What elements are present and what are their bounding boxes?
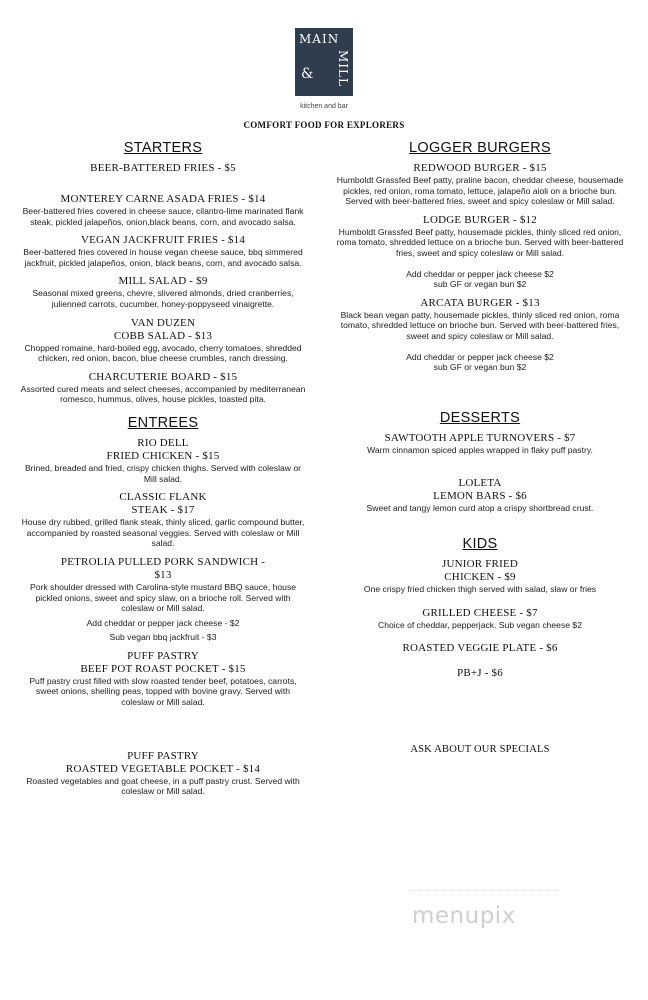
menu-item	[330, 162, 630, 207]
right-column	[330, 140, 630, 763]
menu-item	[20, 234, 306, 268]
menu-headline: COMFORT FOOD FOR EXPLORERS	[243, 120, 405, 130]
item-name: VEGAN JACKFRUIT FRIES - $14	[80, 234, 246, 247]
item-name: CHARCUTERIE BOARD - $15	[88, 370, 238, 383]
item-name-line2: CHICKEN - $9	[444, 570, 516, 583]
item-description: Choice of cheddar, pepperjack. Sub vegan cheese $2	[377, 619, 582, 630]
menu-item	[330, 297, 630, 373]
item-description: House dry rubbed, grilled flank steak, thinly sliced, garlic compound butter, accompanied by roasted seasonal veggies. Served with coleslaw or Mill salad.	[21, 517, 305, 549]
item-name: LOLETA	[458, 477, 502, 490]
item-description: Roasted vegetables and goat cheese, in a puff pastry crust. Served with coleslaw or Mill salad.	[26, 775, 300, 797]
item-name: ARCATA BURGER - $13	[420, 296, 540, 309]
menu-item	[330, 642, 630, 655]
watermark-divider	[410, 890, 560, 892]
menu-item	[330, 432, 630, 456]
menu-item	[20, 371, 306, 405]
logo-tagline: kitchen and bar	[300, 103, 348, 110]
specials-note	[330, 743, 630, 756]
item-description: Puff pastry crust filled with slow roasted tender beef, potatoes, carrots, sweet onions, shelling peas, topped with bovine gravy. Served with coleslaw or Mill salad.	[29, 675, 297, 708]
item-name: LODGE BURGER - $12	[423, 213, 537, 226]
specials-text: ASK ABOUT OUR SPECIALS	[410, 744, 550, 756]
item-addon: Sub vegan bbq jackfruit - $3	[109, 632, 217, 643]
item-name: SAWTOOTH APPLE TURNOVERS - $7	[384, 431, 576, 444]
menu-item	[20, 162, 306, 175]
section-title-kids: KIDS	[462, 535, 498, 552]
item-name: PUFF PASTRY	[127, 649, 199, 662]
item-description: Brined, breaded and fried, crispy chicken thighs. Served with coleslaw or Mill salad.	[24, 462, 302, 484]
item-name: MILL SALAD - $9	[118, 275, 208, 288]
item-description: Beer-battered fries covered in house vegan cheese sauce, bbq simmered jackfruit, pickled jalapeños, onion, black beans, corn, and avocado salsa.	[23, 247, 303, 268]
item-name: GRILLED CHEESE - $7	[422, 606, 538, 619]
section-title-burgers: LOGGER BURGERS	[409, 140, 551, 156]
logo-word-main: MAIN	[299, 32, 340, 46]
menu-item	[20, 275, 306, 309]
logo-block	[0, 28, 648, 110]
item-description: Seasonal mixed greens, chevre, slivered almonds, dried cranberries, julienned carrots, cucumber, honey-poppyseed vinaigrette.	[32, 288, 294, 309]
item-description: Black bean vegan patty, housemade pickles, thinly sliced red onion, roma tomato, shredded lettuce on brioche bun. Served with beer-battered fries, sweet and spicy coleslaw or Mill salad.	[340, 309, 620, 341]
menu-item	[20, 437, 306, 484]
item-addon: Add cheddar or pepper jack cheese $2	[406, 351, 554, 362]
item-description: Humboldt Grassfed Beef patty, housemade pickles, thinly sliced red onion, roma tomato, shredded lettuce on a brioche bun. Served with beer-battered fries, sweet and spicy coleslaw or Mill salad.	[336, 226, 624, 258]
menu-item	[330, 214, 630, 290]
menu-item	[20, 317, 306, 364]
item-name: PETROLIA PULLED PORK SANDWICH -	[60, 555, 266, 568]
restaurant-logo	[295, 28, 353, 96]
menu-item	[20, 650, 306, 708]
item-description: Humboldt Grassfed Beef patty, praline bacon, cheddar cheese, housemade pickles, red onion, roma tomato, lettuce, jalapeño aioli on a brioche bun. Served with beer-battered fries, sweet and spicy coleslaw or Mill salad.	[336, 175, 624, 207]
item-name: PB+J - $6	[457, 667, 503, 680]
item-name-line2: $13	[154, 568, 172, 581]
item-name: REDWOOD BURGER - $15	[413, 162, 547, 174]
left-column	[20, 140, 306, 804]
item-name: PUFF PASTRY	[127, 749, 199, 762]
item-name: VAN DUZEN	[130, 316, 196, 329]
item-addon: Add cheddar or pepper jack cheese $2	[406, 268, 554, 279]
item-description: Warm cinnamon spiced apples wrapped in flaky puff pastry.	[367, 444, 593, 455]
menu-item	[20, 556, 306, 643]
item-name-line2: STEAK - $17	[131, 504, 195, 517]
item-name-line2: FRIED CHICKEN - $15	[106, 449, 220, 462]
item-description: Sweet and tangy lemon curd atop a crispy shortbread crust.	[366, 503, 594, 514]
item-addon: Add cheddar or pepper jack cheese - $2	[86, 617, 240, 628]
item-description: One crispy fried chicken thigh served with salad, slaw or fries	[363, 583, 597, 594]
item-name-line2: LEMON BARS - $6	[433, 490, 527, 503]
item-name-line2: BEEF POT ROAST POCKET - $15	[80, 662, 246, 675]
item-name: MONTEREY CARNE ASADA FRIES - $14	[60, 193, 266, 205]
section-title-entrees: ENTREES	[127, 414, 199, 431]
item-description: Beer-battered fries covered in cheese sauce, cilantro-lime marinated flank steak, pickled jalapeños, onion,black beans, corn, and avocado salsa.	[22, 206, 304, 227]
menu-item	[330, 667, 630, 680]
item-addon: sub GF or vegan bun $2	[433, 362, 527, 373]
menu-item	[330, 558, 630, 595]
menu-item	[20, 193, 306, 227]
watermark-logo: menupix	[412, 903, 516, 929]
item-addon: sub GF or vegan bun $2	[433, 279, 527, 290]
menu-item	[330, 477, 630, 514]
menu-item	[20, 750, 306, 797]
menu-item	[330, 607, 630, 631]
logo-ampersand: &	[301, 66, 314, 82]
item-name: RIO DELL	[137, 436, 189, 449]
item-name: ROASTED VEGGIE PLATE - $6	[402, 642, 558, 655]
item-name: CLASSIC FLANK	[119, 491, 207, 504]
menu-item	[20, 491, 306, 549]
item-description: Assorted cured meats and select cheeses, accompanied by mediterranean romesco, hummus, olives, house pickles, toasted pita.	[20, 383, 306, 405]
item-description: Pork shoulder dressed with Carolina-style mustard BBQ sauce, house pickled onions, sweet and spicy slaw, on a brioche roll. Served with coleslaw or Mill salad.	[29, 581, 297, 614]
item-name: JUNIOR FRIED	[441, 557, 519, 570]
section-title-desserts: DESSERTS	[439, 409, 521, 426]
logo-word-mill: MILL	[336, 50, 350, 87]
item-name-line2: ROASTED VEGETABLE POCKET - $14	[65, 762, 261, 775]
item-name: BEER-BATTERED FRIES - $5	[90, 162, 236, 174]
item-name-line2: COBB SALAD - $13	[113, 329, 213, 342]
item-description: Chopped romaine, hard-boiled egg, avocado, cherry tomatoes, shredded chicken, red onion, bacon, blue cheese crumbles, ranch dressing.	[24, 342, 302, 364]
section-title-starters: STARTERS	[123, 140, 203, 156]
